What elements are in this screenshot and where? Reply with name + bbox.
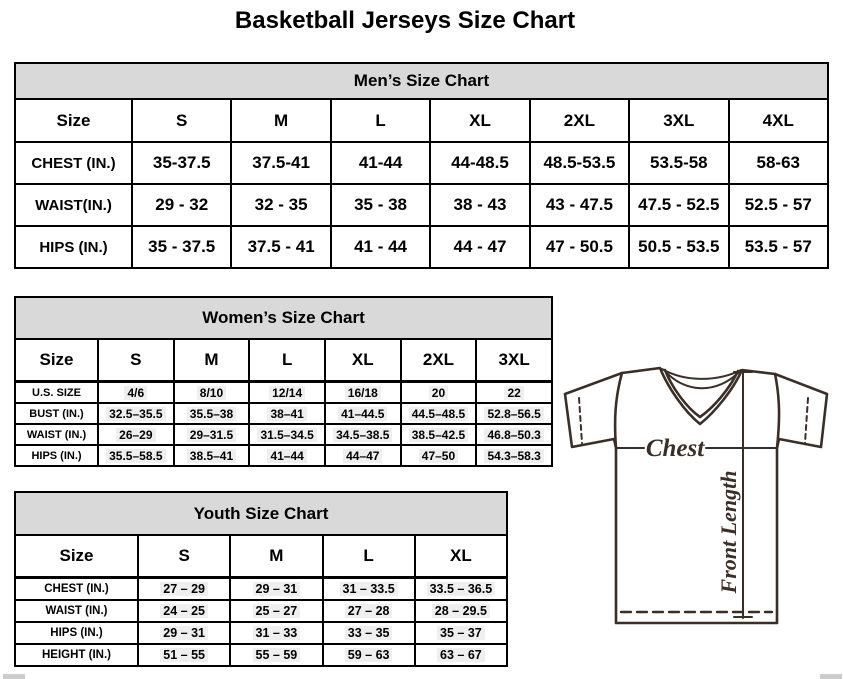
size-value: 41-44: [358, 153, 403, 172]
size-value: 16/18: [345, 386, 381, 400]
size-value: 35 – 37: [437, 626, 485, 640]
size-value: 35.5–58.5: [106, 449, 165, 463]
size-value: 35 - 37.5: [148, 237, 216, 256]
size-value: 53.5 - 57: [744, 237, 812, 256]
size-value-cell: [415, 622, 507, 644]
size-value: 44–47: [343, 449, 382, 463]
table-row: [15, 622, 507, 644]
row-label: WAIST (IN.): [15, 424, 98, 445]
size-value: 47–50: [419, 449, 458, 463]
size-value: 33.5 – 36.5: [427, 582, 496, 596]
size-value: 46.8–50.3: [484, 428, 543, 442]
size-value: 32.5–35.5: [106, 407, 165, 421]
size-value: 55 – 59: [253, 648, 301, 662]
row-label: HIPS (IN.): [15, 622, 138, 644]
left-cuff-dashed-line: [579, 398, 582, 443]
size-value-cell: [230, 600, 322, 622]
size-value: 20: [429, 386, 448, 400]
size-value-cell: [138, 600, 230, 622]
column-header: XL: [430, 99, 529, 142]
size-value-cell: [325, 424, 401, 445]
size-value-cell: [230, 644, 322, 666]
column-header: Size: [15, 535, 138, 578]
size-value-cell: [415, 578, 507, 601]
row-label: CHEST (IN.): [15, 578, 138, 601]
right-cuff-dashed-line: [805, 398, 808, 443]
chest-label: Chest: [645, 435, 705, 462]
size-value-cell: [98, 445, 174, 466]
column-header: 3XL: [629, 99, 728, 142]
size-value-cell: [401, 403, 477, 424]
size-value-cell: [323, 600, 415, 622]
size-value-cell: [98, 382, 174, 404]
row-label: CHEST (IN.): [15, 142, 132, 184]
right-sleeve-seam: [775, 374, 779, 448]
horizontal-scrollbar-left-button[interactable]: [3, 674, 25, 679]
column-header: S: [98, 339, 174, 382]
youth-size-table: [14, 491, 508, 667]
size-value-cell: [430, 184, 529, 226]
size-value-cell: [530, 226, 629, 268]
row-label: WAIST(IN.): [15, 184, 132, 226]
size-value-cell: [325, 445, 401, 466]
table-row: [15, 184, 828, 226]
size-value-cell: [249, 424, 325, 445]
size-value-cell: [331, 184, 430, 226]
size-value-cell: [401, 445, 477, 466]
horizontal-scrollbar-right-button[interactable]: [820, 674, 842, 679]
size-value-cell: [132, 184, 231, 226]
size-value: 37.5 - 41: [247, 237, 315, 256]
size-value: 52.8–56.5: [484, 407, 543, 421]
size-value-cell: [138, 622, 230, 644]
size-value: 41–44: [267, 449, 306, 463]
size-value: 35.5–38: [187, 407, 236, 421]
size-value: 54.3–58.3: [484, 449, 543, 463]
column-header: L: [323, 535, 415, 578]
column-header: Size: [15, 339, 98, 382]
size-value: 29 - 32: [155, 195, 209, 214]
size-value-cell: [530, 184, 629, 226]
column-header: 3XL: [476, 339, 552, 382]
size-value: 32 - 35: [254, 195, 308, 214]
table-row: [15, 600, 507, 622]
size-value-cell: [249, 445, 325, 466]
size-value-cell: [138, 644, 230, 666]
size-value: 33 – 35: [345, 626, 393, 640]
size-value: 59 – 63: [345, 648, 393, 662]
size-value: 35-37.5: [152, 153, 211, 172]
column-header: M: [174, 339, 250, 382]
left-sleeve-seam: [615, 373, 622, 448]
size-value-cell: [476, 382, 552, 404]
size-value: 38.5–41: [187, 449, 236, 463]
size-value: 47 - 50.5: [545, 237, 613, 256]
table-row: [15, 403, 552, 424]
size-value: 37.5-41: [252, 153, 310, 172]
row-label: WAIST (IN.): [15, 600, 138, 622]
size-value-cell: [415, 644, 507, 666]
front-length-label: Front Length: [716, 470, 741, 594]
size-value-cell: [331, 226, 430, 268]
size-value: 41–44.5: [338, 407, 387, 421]
size-value: 43 - 47.5: [545, 195, 613, 214]
size-value-cell: [629, 184, 728, 226]
size-value-cell: [138, 578, 230, 601]
mens-size-table: [14, 62, 829, 269]
size-value-cell: [729, 184, 828, 226]
size-value-cell: [729, 142, 828, 184]
size-value: 29–31.5: [187, 428, 236, 442]
size-value: 47.5 - 52.5: [638, 195, 720, 214]
row-label: HEIGHT (IN.): [15, 644, 138, 666]
table-title-band: Women’s Size Chart: [15, 297, 552, 339]
size-value: 12/14: [269, 386, 305, 400]
size-value-cell: [323, 578, 415, 601]
size-value: 26–29: [116, 428, 155, 442]
table-title-band: Men’s Size Chart: [15, 63, 828, 99]
column-header: M: [231, 99, 330, 142]
column-header: 4XL: [729, 99, 828, 142]
size-value: 50.5 - 53.5: [638, 237, 720, 256]
size-value-cell: [249, 382, 325, 404]
table-title-band: Youth Size Chart: [15, 492, 507, 535]
size-value-cell: [231, 184, 330, 226]
size-value-cell: [98, 424, 174, 445]
size-value: 31.5–34.5: [257, 428, 316, 442]
size-value: 38.5–42.5: [409, 428, 468, 442]
table-row: [15, 142, 828, 184]
size-value: 38–41: [267, 407, 306, 421]
size-value: 34.5–38.5: [333, 428, 392, 442]
size-value: 41 - 44: [354, 237, 408, 256]
size-value: 44-48.5: [451, 153, 509, 172]
size-value: 22: [504, 386, 523, 400]
column-header: XL: [415, 535, 507, 578]
row-label: BUST (IN.): [15, 403, 98, 424]
column-header: Size: [15, 99, 132, 142]
size-value: 28 – 29.5: [432, 604, 490, 618]
size-value-cell: [132, 226, 231, 268]
size-value: 27 – 28: [345, 604, 393, 618]
page-title: Basketball Jerseys Size Chart: [234, 7, 576, 34]
size-value-cell: [132, 142, 231, 184]
size-value: 4/6: [124, 386, 147, 400]
size-value-cell: [629, 142, 728, 184]
size-value-cell: [476, 424, 552, 445]
size-value-cell: [530, 142, 629, 184]
row-label: HIPS (IN.): [15, 226, 132, 268]
size-value: 48.5-53.5: [543, 153, 616, 172]
table-row: [15, 644, 507, 666]
table-row: [15, 382, 552, 404]
size-value: 58-63: [756, 153, 800, 172]
table-row: [15, 424, 552, 445]
size-value-cell: [323, 622, 415, 644]
row-label: HIPS (IN.): [15, 445, 98, 466]
size-value-cell: [401, 382, 477, 404]
size-value: 8/10: [197, 386, 226, 400]
column-header: L: [331, 99, 430, 142]
womens-size-table: [14, 296, 553, 467]
column-header: XL: [325, 339, 401, 382]
size-value-cell: [476, 445, 552, 466]
size-value-cell: [401, 424, 477, 445]
size-value-cell: [430, 226, 529, 268]
table-row: [15, 226, 828, 268]
table-row: [15, 445, 552, 466]
size-value: 31 – 33.5: [340, 582, 398, 596]
column-header: 2XL: [401, 339, 477, 382]
size-value-cell: [415, 600, 507, 622]
size-value: 53.5-58: [649, 153, 708, 172]
table-row: [15, 578, 507, 601]
size-value-cell: [325, 403, 401, 424]
size-value-cell: [174, 403, 250, 424]
size-value-cell: [231, 226, 330, 268]
column-header: M: [230, 535, 322, 578]
size-value: 44 - 47: [453, 237, 507, 256]
size-value: 25 – 27: [253, 604, 301, 618]
size-value-cell: [174, 424, 250, 445]
collar-band-arc-1: [662, 369, 741, 379]
size-value: 29 – 31: [253, 582, 301, 596]
row-label: U.S. SIZE: [15, 382, 98, 404]
size-value-cell: [231, 142, 330, 184]
column-header: 2XL: [530, 99, 629, 142]
size-value: 31 – 33: [253, 626, 301, 640]
size-value-cell: [323, 644, 415, 666]
size-value: 38 - 43: [453, 195, 507, 214]
size-value-cell: [629, 226, 728, 268]
size-value-cell: [174, 445, 250, 466]
size-value-cell: [174, 382, 250, 404]
size-value-cell: [230, 622, 322, 644]
size-value: 35 - 38: [354, 195, 408, 214]
size-value: 24 – 25: [160, 604, 208, 618]
size-value-cell: [249, 403, 325, 424]
column-header: L: [249, 339, 325, 382]
column-header: S: [138, 535, 230, 578]
size-value-cell: [98, 403, 174, 424]
size-value: 63 – 67: [437, 648, 485, 662]
size-value: 52.5 - 57: [744, 195, 812, 214]
size-value-cell: [430, 142, 529, 184]
size-value-cell: [729, 226, 828, 268]
size-value-cell: [331, 142, 430, 184]
size-value-cell: [476, 403, 552, 424]
size-value-cell: [230, 578, 322, 601]
size-value: 44.5–48.5: [409, 407, 468, 421]
size-value: 27 – 29: [160, 582, 208, 596]
jersey-measurement-diagram: [555, 360, 843, 679]
size-value-cell: [325, 382, 401, 404]
column-header: S: [132, 99, 231, 142]
size-value: 29 – 31: [160, 626, 208, 640]
size-value: 51 – 55: [160, 648, 208, 662]
jersey-outline: [565, 368, 827, 623]
